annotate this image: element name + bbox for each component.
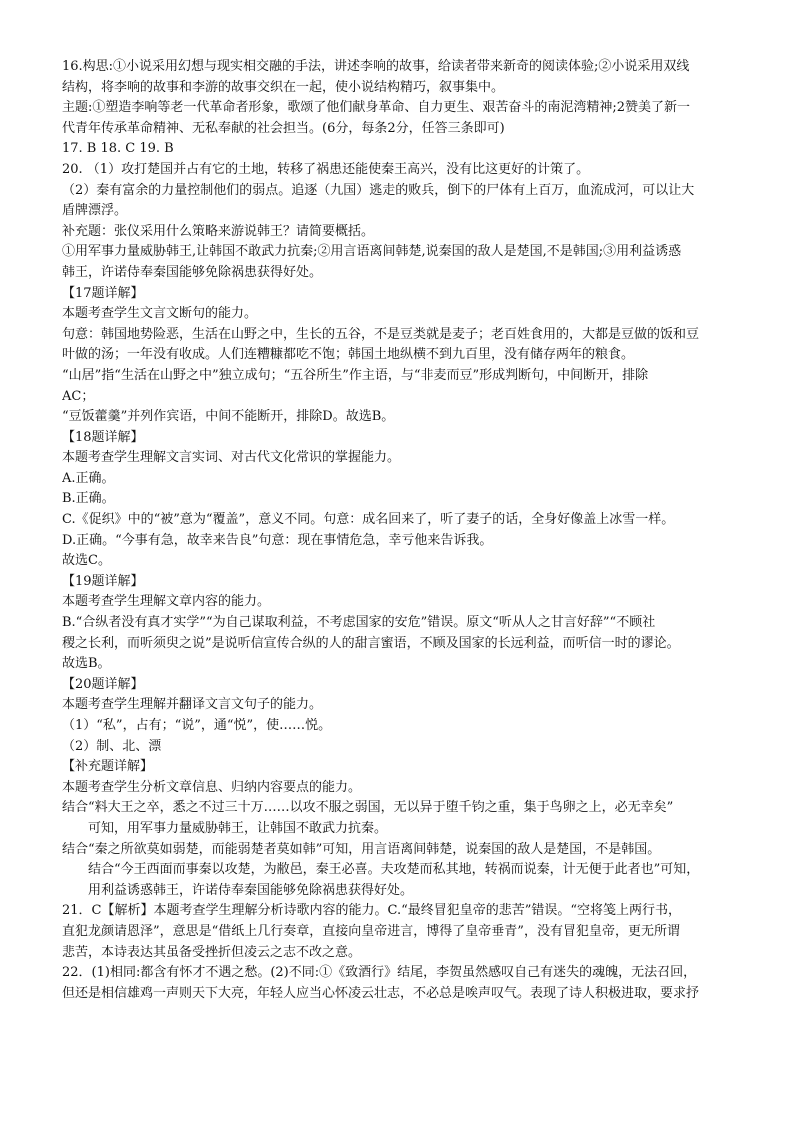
section-heading: 【17题详解】: [62, 285, 144, 301]
text-line: 本题考查学生理解文章内容的能力。: [62, 594, 271, 610]
text-line: （2）制、北、漂: [62, 738, 162, 754]
text-line: 故选C。: [62, 553, 111, 569]
text-line: 但还是相信雄鸡一声则天下大亮，年轻人应当心怀凌云壮志，不必总是唉声叹气。表现了诗人积极进取，要求抒: [62, 985, 700, 1001]
text-line: 叶做的汤；一年没有收成。人们连糟糠都吃不饱；韩国土地纵横不到九百里，没有储存两年的粮食。: [62, 347, 635, 363]
document-body: [62, 57, 752, 1004]
text-line: 本题考查学生分析文章信息、归纳内容要点的能力。: [62, 779, 362, 795]
text-line: 结合“今王西面而事秦以攻楚，为敝邑，秦王必喜。夫攻楚而私其地，转祸而说秦，计无便于此者也”可知，: [88, 862, 700, 878]
text-line: B.正确。: [62, 491, 115, 507]
text-line: 句意：韩国地势险恶，生活在山野之中，生长的五谷，不是豆类就是麦子；老百姓食用的，大都是豆做的饭和豆: [62, 326, 700, 342]
text-line: AC；: [62, 388, 95, 404]
text-line: “豆饭藿羹”并列作宾语，中间不能断开，排除D。故选B。: [62, 409, 395, 425]
text-line: 主题:①塑造李响等老一代革命者形象，歌颂了他们献身革命、自力更生、艰苦奋斗的南泥湾精神;2赞美了新一: [62, 100, 691, 116]
text-line: 20. （1）攻打楚国并占有它的土地，转移了祸患还能使秦王高兴，没有比这更好的计策了。: [62, 161, 590, 177]
text-line: 韩王，许诺侍奉秦国能够免除祸患获得好处。: [62, 264, 323, 280]
text-line: 代青年传承革命精神、无私奉献的社会担当。(6分，每条2分，任答三条即可): [62, 120, 505, 136]
text-line: 稷之长利，而听须臾之说”是说听信宣传合纵的人的甜言蜜语，不顾及国家的长远利益，而听信一时的谬论。: [62, 635, 680, 651]
text-line: 故选B。: [62, 656, 111, 672]
section-heading: 【20题详解】: [62, 676, 144, 692]
text-line: ①用军事力量威胁韩王,让韩国不敢武力抗秦;②用言语离间韩楚,说秦国的敌人是楚国,不是韩国;③用利益诱惑: [62, 244, 682, 260]
text-line: 16.构思:①小说采用幻想与现实相交融的手法，讲述李响的故事，给读者带来新奇的阅读体验;②小说采用双线: [62, 59, 690, 74]
text-line: B.“合纵者没有真才实学”“为自己谋取利益，不考虑国家的安危”错误。原文“听从人之甘言好辞”“不顾社: [62, 615, 656, 631]
section-heading: 【18题详解】: [62, 429, 144, 445]
text-line: C.《促织》中的“被”意为“覆盖”，意义不同。句意：成名回来了，听了妻子的话，全身好像盖上冰雪一样。: [62, 512, 675, 528]
text-line: “山居”指“生活在山野之中”独立成句；“五谷所生”作主语，与“非麦而豆”形成判断句，中间断开，排除: [62, 367, 649, 383]
text-line: 本题考查学生理解并翻译文言文句子的能力。: [62, 697, 323, 713]
text-line: 本题考查学生理解文言实词、对古代文化常识的掌握能力。: [62, 450, 401, 466]
text-line: 结构，将李响的故事和李游的故事交织在一起，使小说结构精巧，叙事集中。: [62, 79, 505, 95]
text-line: D.正确。“今事有急，故幸来告良”句意：现在事情危急，幸亏他来告诉我。: [62, 532, 493, 548]
text-line: 直犯龙颜请恩泽”，意思是“借纸上几行奏章，直接向皇帝进言，博得了皇帝垂青”，没有冒犯皇帝，更无所谓: [62, 923, 680, 939]
text-line: 用利益诱惑韩王，许诺侍奉秦国能够免除祸患获得好处。: [88, 882, 414, 898]
text-line: （1）“私”，占有；“说”，通“悦”，使……悦。: [62, 718, 332, 733]
text-line: 21．C【解析】本题考查学生理解分析诗歌内容的能力。C.“最终冒犯皇帝的悲苦”错误。“空将笺上两行书，: [62, 903, 682, 919]
text-line: 结合“料大王之卒，悉之不过三十万……以攻不服之弱国，无以异于堕千钧之重，集于鸟卵之上，必无幸矣”: [62, 800, 674, 816]
section-heading: 【19题详解】: [62, 573, 144, 589]
text-line: 本题考查学生文言文断句的能力。: [62, 306, 258, 322]
text-line: A.正确。: [62, 470, 115, 486]
text-line: 结合“秦之所欲莫如弱楚，而能弱楚者莫如韩”可知，用言语离间韩楚，说秦国的敌人是楚国，不是韩国。: [62, 841, 661, 857]
text-line: 盾牌漂浮。: [62, 203, 128, 219]
text-line: 可知，用军事力量威胁韩王，让韩国不敢武力抗秦。: [88, 820, 388, 836]
text-line: 补充题：张仪采用什么策略来游说韩王？请简要概括。: [62, 223, 375, 239]
section-heading: 【补充题详解】: [62, 759, 154, 775]
text-line: 悲苦，本诗表达其虽备受挫折但凌云之志不改之意。: [62, 944, 362, 960]
text-line: 17. B 18. C 19. B: [62, 141, 174, 157]
text-line: 22．(1)相同:都含有怀才不遇之愁。(2)不同:①《致酒行》结尾，李贺虽然感叹自己有迷失的魂魄，无法召回，: [62, 965, 697, 981]
text-line: （2）秦有富余的力量控制他们的弱点。追逐（九国）逃走的败兵，倒下的尸体有上百万，血流成河，可以让大: [62, 182, 695, 198]
